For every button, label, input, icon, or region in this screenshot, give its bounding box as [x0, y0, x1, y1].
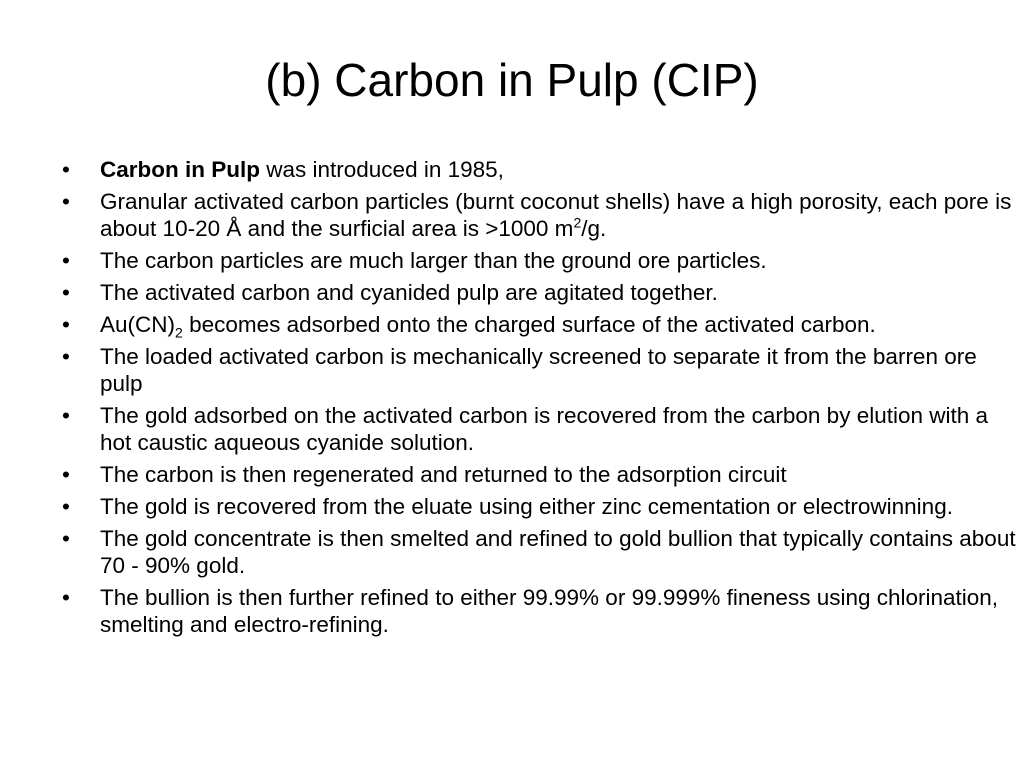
bullet-item	[60, 311, 1020, 341]
bullet-text-end: /g.	[581, 216, 607, 241]
bullet-list	[60, 156, 1020, 643]
bullet-dot-icon: •	[62, 403, 70, 428]
bullet-text: The gold is recovered from the eluate using either zinc cementation or electrowinning.	[100, 494, 953, 519]
bullet-item	[60, 461, 1020, 488]
bullet-item	[60, 279, 1020, 306]
superscript: 2	[573, 214, 582, 231]
bullet-text: The gold concentrate is then smelted and refined to gold bullion that typically contains about 70 - 90% gold.	[100, 526, 1016, 578]
bullet-text-end: becomes adsorbed onto the charged surface of the activated carbon.	[182, 312, 876, 337]
bullet-text: The activated carbon and cyanided pulp are agitated together.	[100, 280, 718, 305]
subscript: 2	[175, 324, 183, 341]
bullet-dot-icon: •	[62, 280, 70, 305]
bullet-text: The carbon is then regenerated and returned to the adsorption circuit	[100, 462, 787, 487]
bullet-dot-icon: •	[62, 248, 70, 273]
bullet-text: The bullion is then further refined to either 99.99% or 99.999% fineness using chlorination, smelting and electro-refining.	[100, 585, 999, 637]
slide-title: (b) Carbon in Pulp (CIP)	[265, 54, 759, 106]
bullet-dot-icon: •	[62, 585, 70, 610]
bullet-text: The gold adsorbed on the activated carbon is recovered from the carbon by elution with a hot caustic aqueous cyanide solution.	[100, 403, 989, 455]
bullet-item	[60, 584, 1020, 638]
bullet-text: Au(CN)	[100, 312, 176, 337]
bullet-dot-icon: •	[62, 462, 70, 487]
bullet-item	[60, 156, 1020, 183]
bullet-item	[60, 493, 1020, 520]
bullet-text: Granular activated carbon particles (burnt coconut shells) have a high porosity, each pore is about 10-20 Å and the surficial area is >1000 m	[100, 189, 1012, 241]
bullet-dot-icon: •	[62, 189, 70, 214]
bullet-text: was introduced in 1985,	[260, 157, 504, 182]
bullet-bold-text: Carbon in Pulp	[100, 157, 260, 182]
bullet-text: The loaded activated carbon is mechanically screened to separate it from the barren ore pulp	[100, 344, 977, 396]
bullet-dot-icon: •	[62, 494, 70, 519]
bullet-item	[60, 188, 1020, 242]
bullet-item	[60, 343, 1020, 397]
bullet-dot-icon: •	[62, 526, 70, 551]
bullet-item	[60, 402, 1020, 456]
bullet-dot-icon: •	[62, 157, 70, 182]
bullet-dot-icon: •	[62, 312, 70, 337]
bullet-text: The carbon particles are much larger than the ground ore particles.	[100, 248, 767, 273]
bullet-dot-icon: •	[62, 344, 70, 369]
bullet-item	[60, 525, 1020, 579]
bullet-item	[60, 247, 1020, 274]
